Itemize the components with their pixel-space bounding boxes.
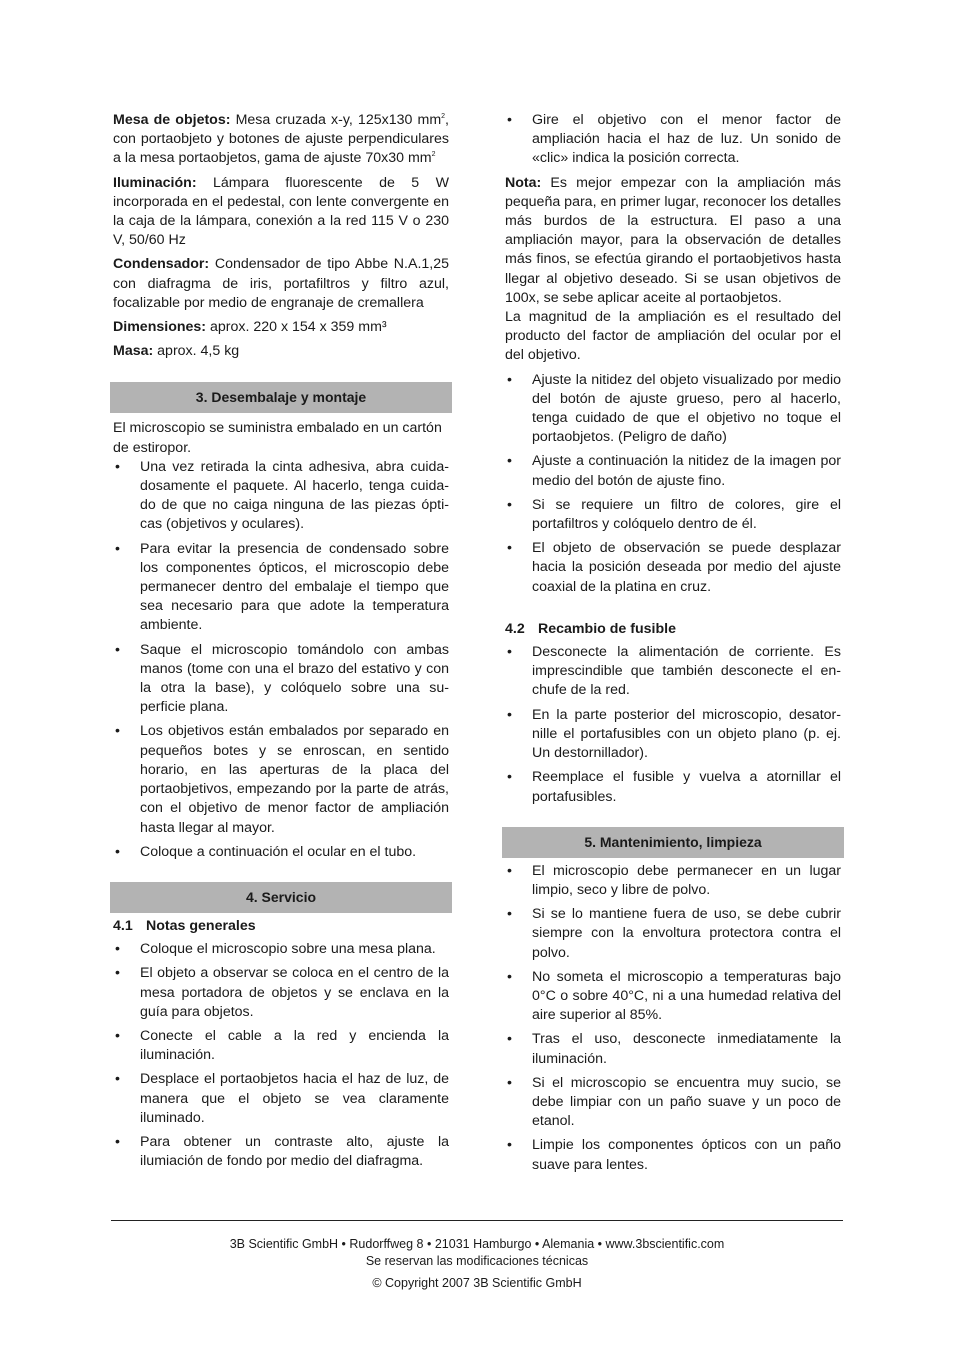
list-item: • Si se requiere un filtro de colores, gire el portafiltros y colóquelo dentro de él. xyxy=(505,496,841,534)
section-5-heading: 5. Mantenimiento, limpieza xyxy=(502,827,844,858)
magnification-paragraph: La magnitud de la ampliación es el resultado del producto del factor de ampliación del ocular por el del objetivo. xyxy=(505,309,841,364)
list-item: • En la parte posterior del microscopio, desator-nille el portafusibles con un objeto plano (p. ej. Un destornillador). xyxy=(505,706,841,764)
spec-mass: Masa: aprox. 4,5 kg xyxy=(113,343,240,360)
list-item: • Coloque a continuación el ocular en el tubo. xyxy=(113,843,449,862)
focus-list xyxy=(505,371,841,597)
list-item: • Ajuste la nitidez del objeto visualizado por medio del botón de ajuste grueso, pero al hacerlo, tenga cuidado de que el objetivo no toque el portaobjetos. (Peligro de daño) xyxy=(505,371,841,448)
footer-notice: Se reservan las modificaciones técnicas xyxy=(365,1254,589,1268)
section-3-intro: El microscopio se suministra embalado en un cartón de estiropor. xyxy=(113,420,442,456)
fuse-list xyxy=(505,643,841,807)
list-item: • Desplace el portaobjetos hacia el haz de luz, de manera que el objeto se vea claramente iluminado. xyxy=(113,1070,449,1128)
section-4-1-list-continued xyxy=(505,111,841,169)
list-item: • Saque el microscopio tomándolo con ambas manos (tome con una el brazo del estativo y con la otra la base), y colóquelo sobre una su-perficie plana. xyxy=(113,641,449,718)
list-item: • Coloque el microscopio sobre una mesa plana. xyxy=(113,940,449,959)
right-column xyxy=(505,111,841,1180)
list-item: • Desconecte la alimentación de corriente. Es imprescindible que también desconecte el en-chufe de la red. xyxy=(505,643,841,701)
spec-dimensions: Dimensiones: aprox. 220 x 154 x 359 mm³ xyxy=(113,319,387,336)
subsection-4-1-heading: 4.1 Notas generales xyxy=(113,917,256,934)
list-item: • Si se lo mantiene fuera de uso, se debe cubrir siempre con la envoltura protectora contra el polvo. xyxy=(505,905,841,963)
list-item: • Los objetivos están embalados por separado en pequeños botes y se enroscan, en sentido horario, en las aperturas de la placa del portaobjetivos, empezando por la parte de atrás, con el objetivo de menor factor de ampliación hasta llegar al mayor. xyxy=(113,722,449,837)
left-column xyxy=(113,111,449,1176)
list-item: • No someta el microscopio a temperaturas bajo 0°C o sobre 40°C, ni a una humedad relativa del aire superior al 85%. xyxy=(505,968,841,1026)
list-item: • Reemplace el fusible y vuelva a atornillar el portafusibles. xyxy=(505,768,841,806)
footer-copyright: © Copyright 2007 3B Scientific GmbH xyxy=(372,1276,582,1290)
list-item: • El objeto a observar se coloca en el centro de la mesa portadora de objetos y se enclava en la guía para objetos. xyxy=(113,964,449,1022)
list-item: • Limpie los componentes ópticos con un paño suave para lentes. xyxy=(505,1136,841,1174)
footer-divider xyxy=(111,1220,843,1221)
list-item: • Conecte el cable a la red y encienda la iluminación. xyxy=(113,1027,449,1065)
section-3-list xyxy=(113,458,449,862)
section-3-heading: 3. Desembalaje y montaje xyxy=(110,382,452,413)
spec-illumination: Iluminación: Lámpara fluorescente de 5 W incorporada en el pedestal, con lente convergente en la caja de la lámpara, conexión a la red 115 V o 230 V, 50/60 Hz xyxy=(113,174,449,249)
list-item: • El objeto de observación se puede desplazar hacia la posición deseada por medio del ajuste coaxial de la platina en cruz. xyxy=(505,539,841,597)
section-4-1-list xyxy=(113,940,449,1171)
section-5-list xyxy=(505,862,841,1175)
spec-stage: Mesa de objetos: Mesa cruzada x-y, 125x130 $mm^2$, con portaobjeto y botones de ajuste perpendiculares a la mesa portaobjetos, gama de ajuste 70x30 $mm^2$ xyxy=(113,112,449,167)
spec-condenser: Condensador: Condensador de tipo Abbe N.A.1,25 con diafragma de iris, portafiltros y filtro azul, focalizable por medio de engranaje de cremallera xyxy=(113,256,449,311)
list-item: • Para obtener un contraste alto, ajuste la ilumiación de fondo por medio del diafragma. xyxy=(113,1133,449,1171)
footer-address: 3B Scientific GmbH • Rudorffweg 8 • 21031 Hamburgo • Alemania • www.3bscientific.com xyxy=(229,1237,725,1251)
list-item: • Para evitar la presencia de condensado sobre los componentes ópticos, el microscopio debe permanecer dentro del embalaje el tiempo que sea necesario para que adote la temperatura ambiente. xyxy=(113,540,449,636)
list-item: • El microscopio debe permanecer en un lugar limpio, seco y libre de polvo. xyxy=(505,862,841,900)
list-item: • Gire el objetivo con el menor factor de ampliación hacia el haz de luz. Un sonido de «clic» indica la posición correcta. xyxy=(505,111,841,169)
list-item: • Si el microscopio se encuentra muy sucio, se debe limpiar con un paño suave y un poco de etanol. xyxy=(505,1074,841,1132)
subsection-4-2-heading: 4.2 Recambio de fusible xyxy=(505,620,676,637)
list-item: • Ajuste a continuación la nitidez de la imagen por medio del botón de ajuste fino. xyxy=(505,452,841,490)
list-item: • Una vez retirada la cinta adhesiva, abra cuida-dosamente el paquete. Al hacerlo, tenga cuida-do de que no caiga ninguna de las piezas ópti-cas (objetivos y oculares). xyxy=(113,458,449,535)
list-item: • Tras el uso, desconecte inmediatamente la iluminación. xyxy=(505,1030,841,1068)
section-4-heading: 4. Servicio xyxy=(110,882,452,913)
note-paragraph: Nota: Es mejor empezar con la ampliación más pequeña para, en primer lugar, reconocer los detalles más burdos de la estructura. El paso a una ampliación mayor, para la observación de detalles más finos, se efectúa girando el portaobjetivos hasta llegar al objetivo deseado. Si se usan objetivos de 100x, se sebe aplicar aceite al portaobjetos. xyxy=(505,174,841,306)
